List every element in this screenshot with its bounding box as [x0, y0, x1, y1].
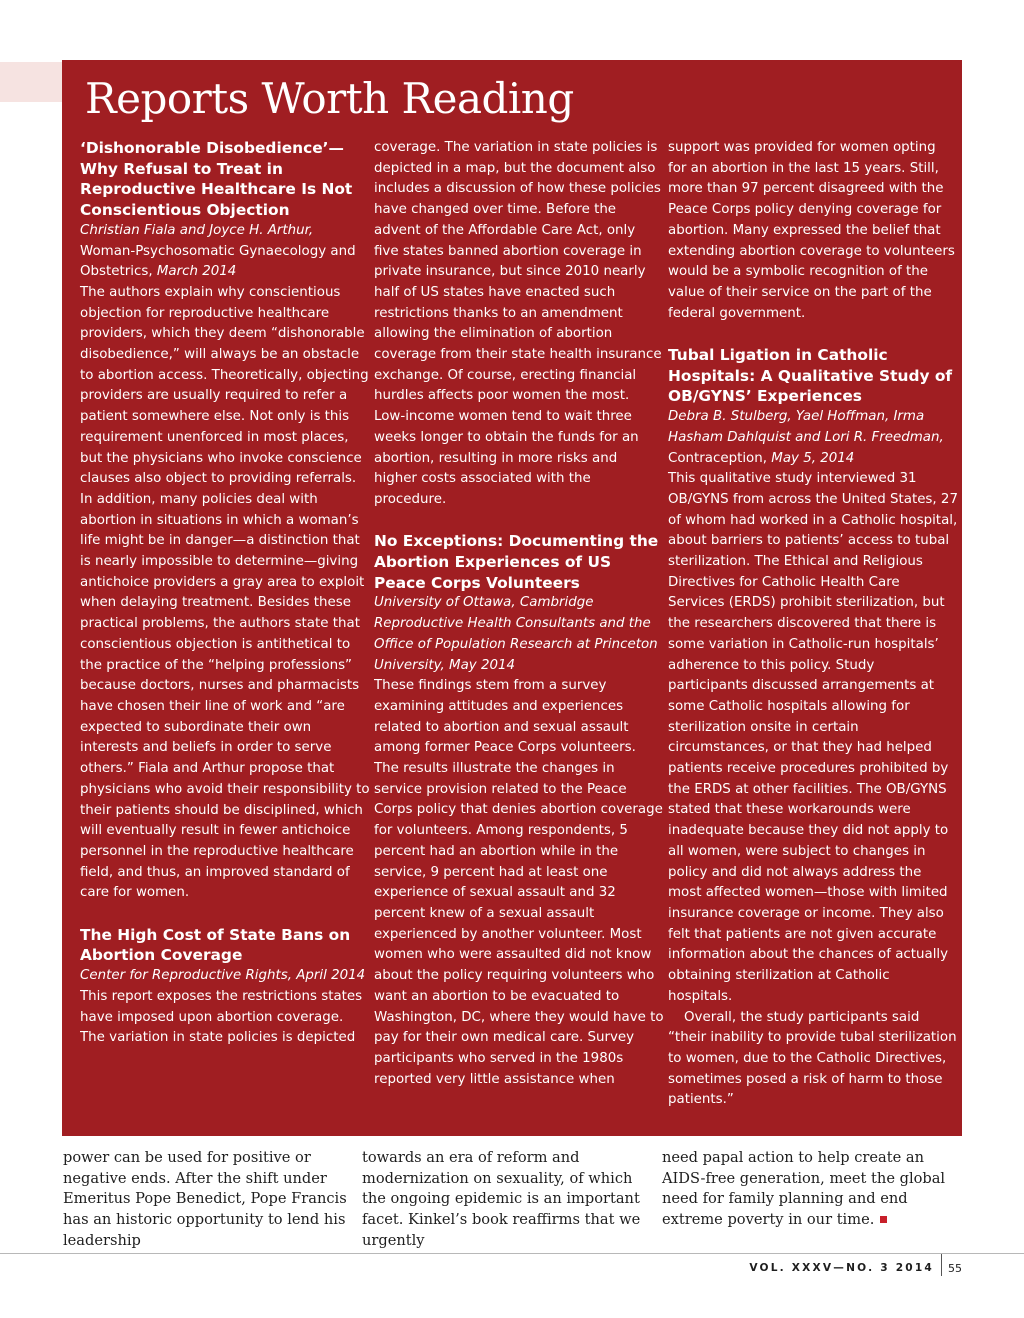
footer-divider: [941, 1254, 942, 1276]
report-4-date: May 5, 2014: [771, 450, 855, 466]
end-mark-icon: [880, 1216, 887, 1223]
footer-rule: [0, 1253, 1024, 1254]
volume-label: VOL. XXXV—NO. 3 2014: [749, 1262, 934, 1274]
column-1: [80, 138, 370, 1049]
report-1-source: Woman-Psychosomatic Gynaecology and Obstetrics, March 2014: [80, 243, 356, 280]
bottom-text-col-2: towards an era of reform and modernization on sexuality, of which the ongoing epidemic is an important facet. Kinkel’s book reaffirms that we urgently: [362, 1149, 641, 1249]
report-2-summary: This report exposes the restrictions states have imposed upon abortion coverage. The variation in state policies is depicted: [80, 988, 363, 1046]
report-4-summary: This qualitative study interviewed 31 OB/GYNS from across the United States, 27 of whom had worked in a Catholic hospital, about barriers to patients’ access to tubal sterilization. The Ethical and Religious Directives for Catholic Health Care Services (ERDS) prohibit sterilization, but the researchers discovered that there is some variation in Catholic-run hospitals’ adherence to this policy. Study participants discussed arrangements at some Catholic hospitals allowing for sterilization onsite in certain circumstances, or that they had helped patients receive procedures prohibited by the ERDS at other facilities. The OB/GYNS stated that these workarounds were inadequate because they did not apply to all women, were subject to changes in policy and did not always address the most affected women—those with limited insurance coverage or income. They also felt that patients are not given accurate information about the chances of actually obtaining sterilization at Catholic hospitals.: [668, 471, 958, 1004]
page-title: Reports Worth Reading: [85, 74, 574, 123]
report-4-authors: Debra B. Stulberg, Yael Hoffman, Irma Hasham Dahlquist and Lori R. Freedman,: [668, 409, 944, 445]
left-edge-tab: [0, 62, 62, 102]
report-1-title: ‘Dishonorable Disobedience’— Why Refusal to Treat in Reproductive Healthcare Is Not Conscientious Objection: [80, 139, 353, 220]
report-2-title: The High Cost of State Bans on Abortion Coverage: [80, 925, 351, 965]
report-3-summary: These findings stem from a survey examining attitudes and experiences related to abortion and sexual assault among former Peace Corps volunteers. The results illustrate the changes in service provision related to the Peace Corps policy that denies abortion coverage for volunteers. Among respondents, 5 percent had an abortion while in the service, 9 percent had at least one experience of sexual assault and 32 percent knew of a sexual assault experienced by another volunteer. Most women who were assaulted did not know about the policy requiring volunteers who want an abortion to be evacuated to Washington, DC, where they would have to pay for their own medical care. Survey participants who served in the 1980s reported very little assistance when: [374, 678, 664, 1087]
page-number: 55: [948, 1262, 962, 1275]
report-1-summary: The authors explain why conscientious objection for reproductive healthcare providers, which they deem “dishonorable disobedience,” will always be an obstacle to abortion access. Theoretically, objecting providers are usually required to refer a patient somewhere else. Not only is this requirement unenforced in most places, but the physicians who invoke conscience clauses also object to providing referrals. In addition, many policies deal with abortion in situations in which a woman’s life might be in danger—a distinction that is nearly impossible to determine—giving antichoice providers a gray area to exploit when delaying treatment. Besides these practical problems, the authors state that conscientious objection is antithetical to the practice of the “helping professions” because doctors, nurses and pharmacists have chosen their line of work and “are expected to subordinate their own interests and beliefs in order to serve others.” Fiala and Arthur propose that physicians who avoid their responsibility to their patients should be disciplined, which will eventually result in fewer antichoice personnel in the reproductive healthcare field, and thus, an improved standard of care for women.: [80, 284, 370, 901]
report-3-title: No Exceptions: Documenting the Abortion Experiences of US Peace Corps Volunteers: [374, 532, 659, 592]
report-2-summary-cont: coverage. The variation in state policies is depicted in a map, but the document also includes a discussion of how these policies have changed over time. Before the advent of the Affordable Care Act, only five states banned abortion coverage in private insurance, but since 2010 nearly half of US states have enacted such restrictions thanks to an amendment allowing the elimination of abortion coverage from their state health insurance exchange. Of course, erecting financial hurdles affects poor women the most. Low-income women tend to wait three weeks longer to obtain the funds for an abortion, resulting in more risks and higher costs associated with the procedure.: [374, 140, 662, 507]
column-3: [668, 138, 958, 1111]
bottom-text-col-3: need papal action to help create an AIDS-free generation, meet the global need for family planning and end extreme poverty in our time.: [662, 1149, 946, 1229]
report-1-authors: Christian Fiala and Joyce H. Arthur,: [80, 222, 314, 238]
report-4-source: Contraception, May 5, 2014: [668, 450, 855, 466]
report-2-authors: Center for Reproductive Rights, April 2014: [80, 968, 366, 984]
report-4-title: Tubal Ligation in Catholic Hospitals: A Qualitative Study of OB/GYNS’ Experiences: [668, 346, 953, 406]
report-3-summary-cont: support was provided for women opting for an abortion in the last 15 years. Still, more than 97 percent disagreed with the Peace Corps policy denying coverage for abortion. Many expressed the belief that extending abortion coverage to volunteers would be a symbolic recognition of the value of their service on the part of the federal government.: [668, 140, 955, 321]
report-3-authors: University of Ottawa, Cambridge Reproductive Health Consultants and the Office of Population Research at Princeton University, May 2014: [374, 595, 658, 673]
column-2: [374, 138, 664, 1090]
report-1-date: March 2014: [156, 264, 237, 280]
bottom-text-col-1: power can be used for positive or negative ends. After the shift under Emeritus Pope Benedict, Pope Francis has an historic opportunity to lend his leadership: [63, 1149, 347, 1249]
report-4-summary-2: Overall, the study participants said “their inability to provide tubal sterilization to women, due to the Catholic Directives, sometimes posed a risk of harm to those patients.”: [668, 1009, 957, 1108]
